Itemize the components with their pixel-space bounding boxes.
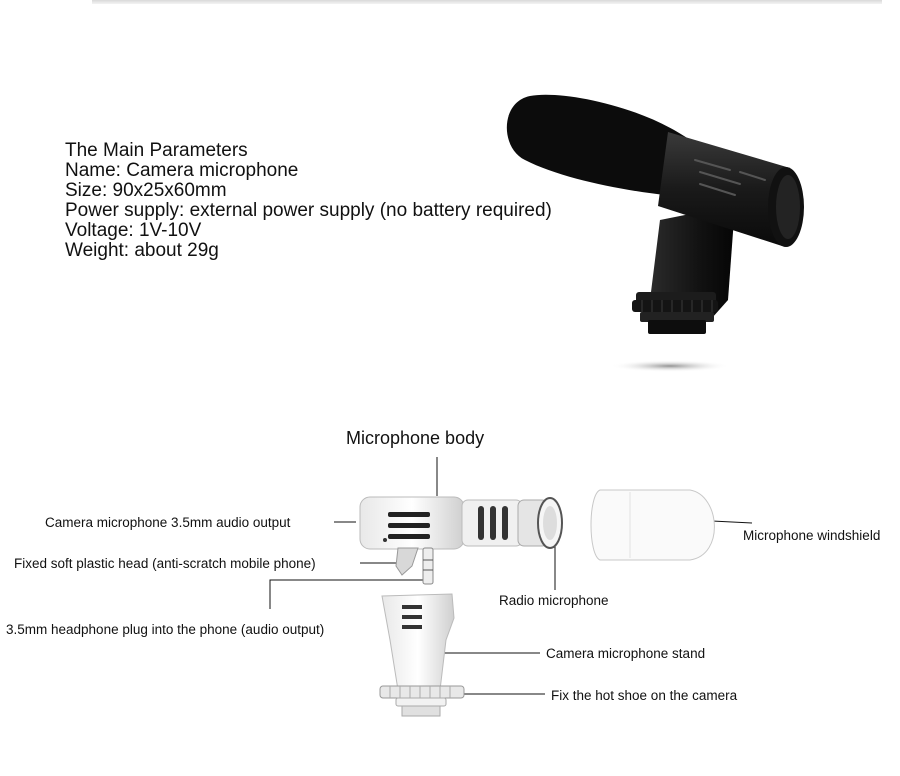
param-weight: Weight: about 29g: [65, 240, 219, 261]
diagram-title: Microphone body: [346, 428, 485, 448]
label-hot-shoe: Fix the hot shoe on the camera: [551, 688, 738, 703]
label-stand: Camera microphone stand: [546, 646, 706, 661]
diagram-stand: [380, 594, 464, 716]
param-power: Power supply: external power supply (no battery required): [65, 200, 552, 221]
label-soft-head: Fixed soft plastic head (anti-scratch mobile phone): [14, 556, 316, 571]
label-audio-output: Camera microphone 3.5mm audio output: [45, 515, 291, 530]
diagram-mic-body: [360, 497, 562, 549]
parameters-heading: The Main Parameters: [65, 140, 248, 161]
label-radio-mic: Radio microphone: [499, 593, 609, 608]
label-windshield: Microphone windshield: [743, 528, 881, 543]
param-size: Size: 90x25x60mm: [65, 180, 227, 201]
param-voltage: Voltage: 1V-10V: [65, 220, 202, 241]
diagram-soft-head-plug: [396, 548, 433, 584]
leader-windshield: [712, 521, 752, 523]
diagram-windshield: [591, 490, 714, 560]
param-name: Name: Camera microphone: [65, 160, 299, 181]
label-headphone-plug: 3.5mm headphone plug into the phone (audio output): [6, 622, 325, 637]
